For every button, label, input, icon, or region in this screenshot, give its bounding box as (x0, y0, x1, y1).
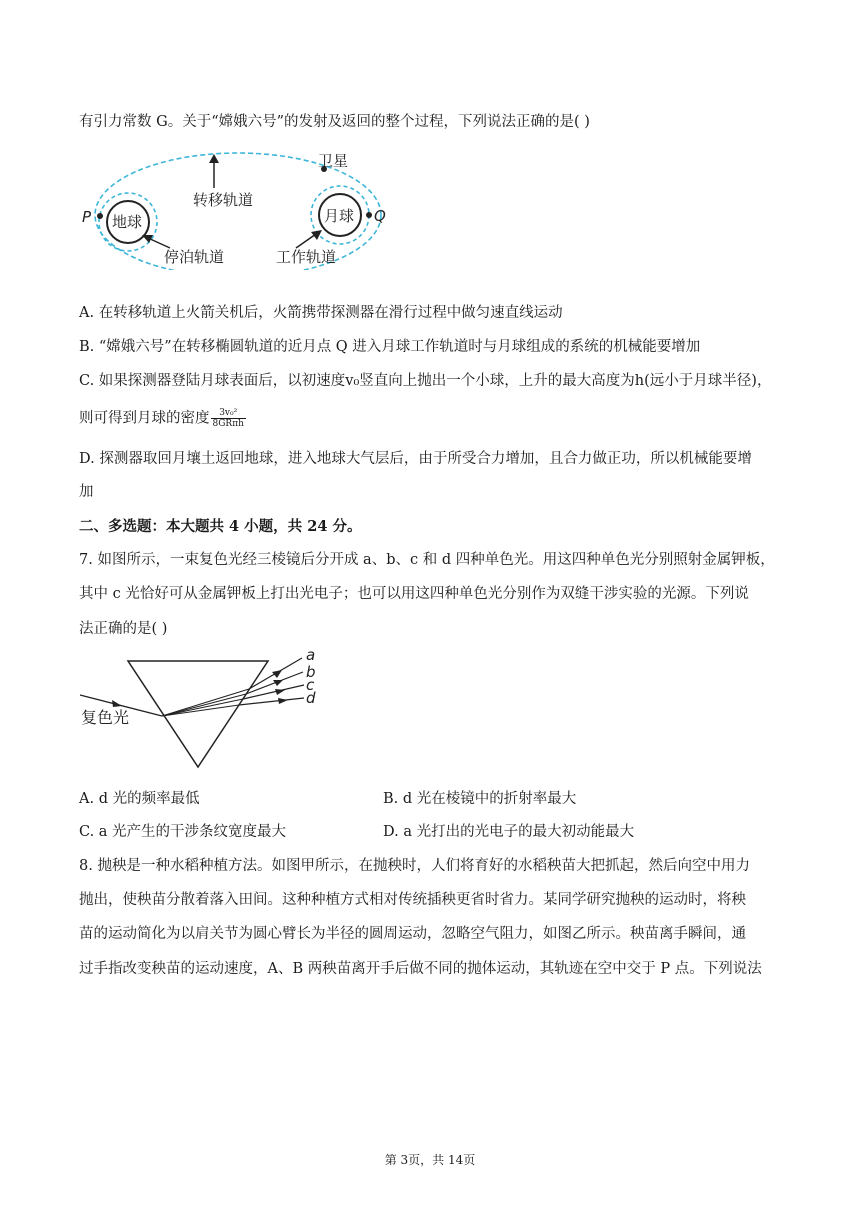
q7-option-b: B. d 光在棱镜中的折射率最大 (383, 791, 577, 807)
orbit-diagram (78, 148, 398, 270)
q8-line4: 过手指改变秧苗的运动速度，A、B 两秧苗离开手后做不同的抛体运动，其轨迹在空中交于 P 点。下列说法 (79, 961, 762, 977)
earth-label: 地球 (112, 213, 143, 231)
transfer-orbit-arrowhead (209, 154, 219, 163)
formula-numerator: 3v₀² (211, 408, 246, 419)
internal-ray-c (162, 699, 243, 716)
page-footer: 第 3页，共 14页 (384, 1153, 476, 1167)
incident-arrowhead (112, 700, 122, 707)
point-q-dot (366, 212, 372, 218)
section-heading: 二、多选题：本大题共 4 小题，共 24 分。 (79, 518, 362, 535)
q6-option-a: A. 在转移轨道上火箭关机后，火箭携带探测器在滑行过程中做匀速直线运动 (79, 305, 563, 321)
working-orbit-arrowhead (311, 230, 322, 240)
incident-label: 复色光 (81, 708, 130, 727)
formula-denominator: 8GRπh (212, 419, 244, 429)
q6-option-c-prefix: 则可得到月球的密度 (79, 410, 210, 427)
ray-label-a: a (306, 646, 316, 664)
point-p-dot (97, 213, 103, 219)
satellite-label: 卫星 (318, 152, 349, 170)
q7-option-a: A. d 光的频率最低 (79, 791, 200, 807)
q7-option-c: C. a 光产生的干涉条纹宽度最大 (79, 824, 287, 840)
point-p-label: P (82, 208, 92, 226)
q8-line3: 苗的运动简化为以肩关节为圆心臂长为半径的圆周运动，忽略空气阻力，如图乙所示。秧苗离手瞬间，通 (79, 926, 746, 942)
q7-option-d: D. a 光打出的光电子的最大初动能最大 (383, 824, 635, 840)
q7-line3: 法正确的是( ) (79, 621, 168, 637)
q6-option-c-line1: C. 如果探测器登陆月球表面后，以初速度v₀竖直向上抛出一个小球，上升的最大高度为h(远小于月球半径)， (79, 373, 772, 389)
ray-label-b: b (306, 663, 316, 681)
ray-label-c: c (306, 676, 315, 694)
transfer-orbit-label: 转移轨道 (193, 191, 254, 209)
q6-option-d-line2: 加 (79, 484, 94, 500)
exit-arrow-c (275, 689, 285, 695)
q8-line2: 抛出，使秧苗分散着落入田间。这种种植方式相对传统插秧更省时省力。某同学研究抛秧的运动时，将秧 (79, 892, 746, 908)
q8-line1: 8. 抛秧是一种水稻种植方法。如图甲所示，在抛秧时，人们将育好的水稻秧苗大把抓起，然后向空中用力 (79, 858, 750, 874)
point-q-label: Q (374, 207, 386, 225)
parking-orbit-arrow (148, 238, 170, 248)
prism-diagram (78, 645, 328, 770)
exit-arrow-d (278, 698, 288, 704)
q6-option-d-line1: D. 探测器取回月壤土返回地球，进入地球大气层后，由于所受合力增加，且合力做正功，所以机械能要增 (79, 451, 752, 467)
working-orbit-arrow (296, 234, 316, 248)
moon-label: 月球 (324, 207, 355, 225)
exit-ray-b (246, 672, 303, 694)
q6-option-c-line2 (79, 408, 246, 429)
internal-ray-a (162, 689, 249, 716)
internal-ray-d (162, 705, 239, 716)
exit-ray-d (239, 698, 304, 705)
prism (128, 661, 268, 767)
q7-line2: 其中 c 光恰好可从金属钾板上打出光电子；也可以用这四种单色光分别作为双缝干涉实验的光源。下列说 (79, 586, 749, 602)
parking-orbit-label: 停泊轨道 (164, 248, 225, 266)
density-formula (211, 408, 246, 429)
q7-line1: 7. 如图所示，一束复色光经三棱镜后分开成 a、b、c 和 d 四种单色光。用这四种单色光分别照射金属钾板， (79, 552, 775, 568)
ray-label-d: d (306, 689, 316, 707)
q6-option-b: B. “嫦娥六号”在转移椭圆轨道的近月点 Q 进入月球工作轨道时与月球组成的系统的机械能要增加 (79, 339, 701, 355)
working-orbit-label: 工作轨道 (276, 248, 337, 266)
q6-stem-tail: 有引力常数 G。关于“嫦娥六号”的发射及返回的整个过程，下列说法正确的是( ) (79, 114, 590, 130)
